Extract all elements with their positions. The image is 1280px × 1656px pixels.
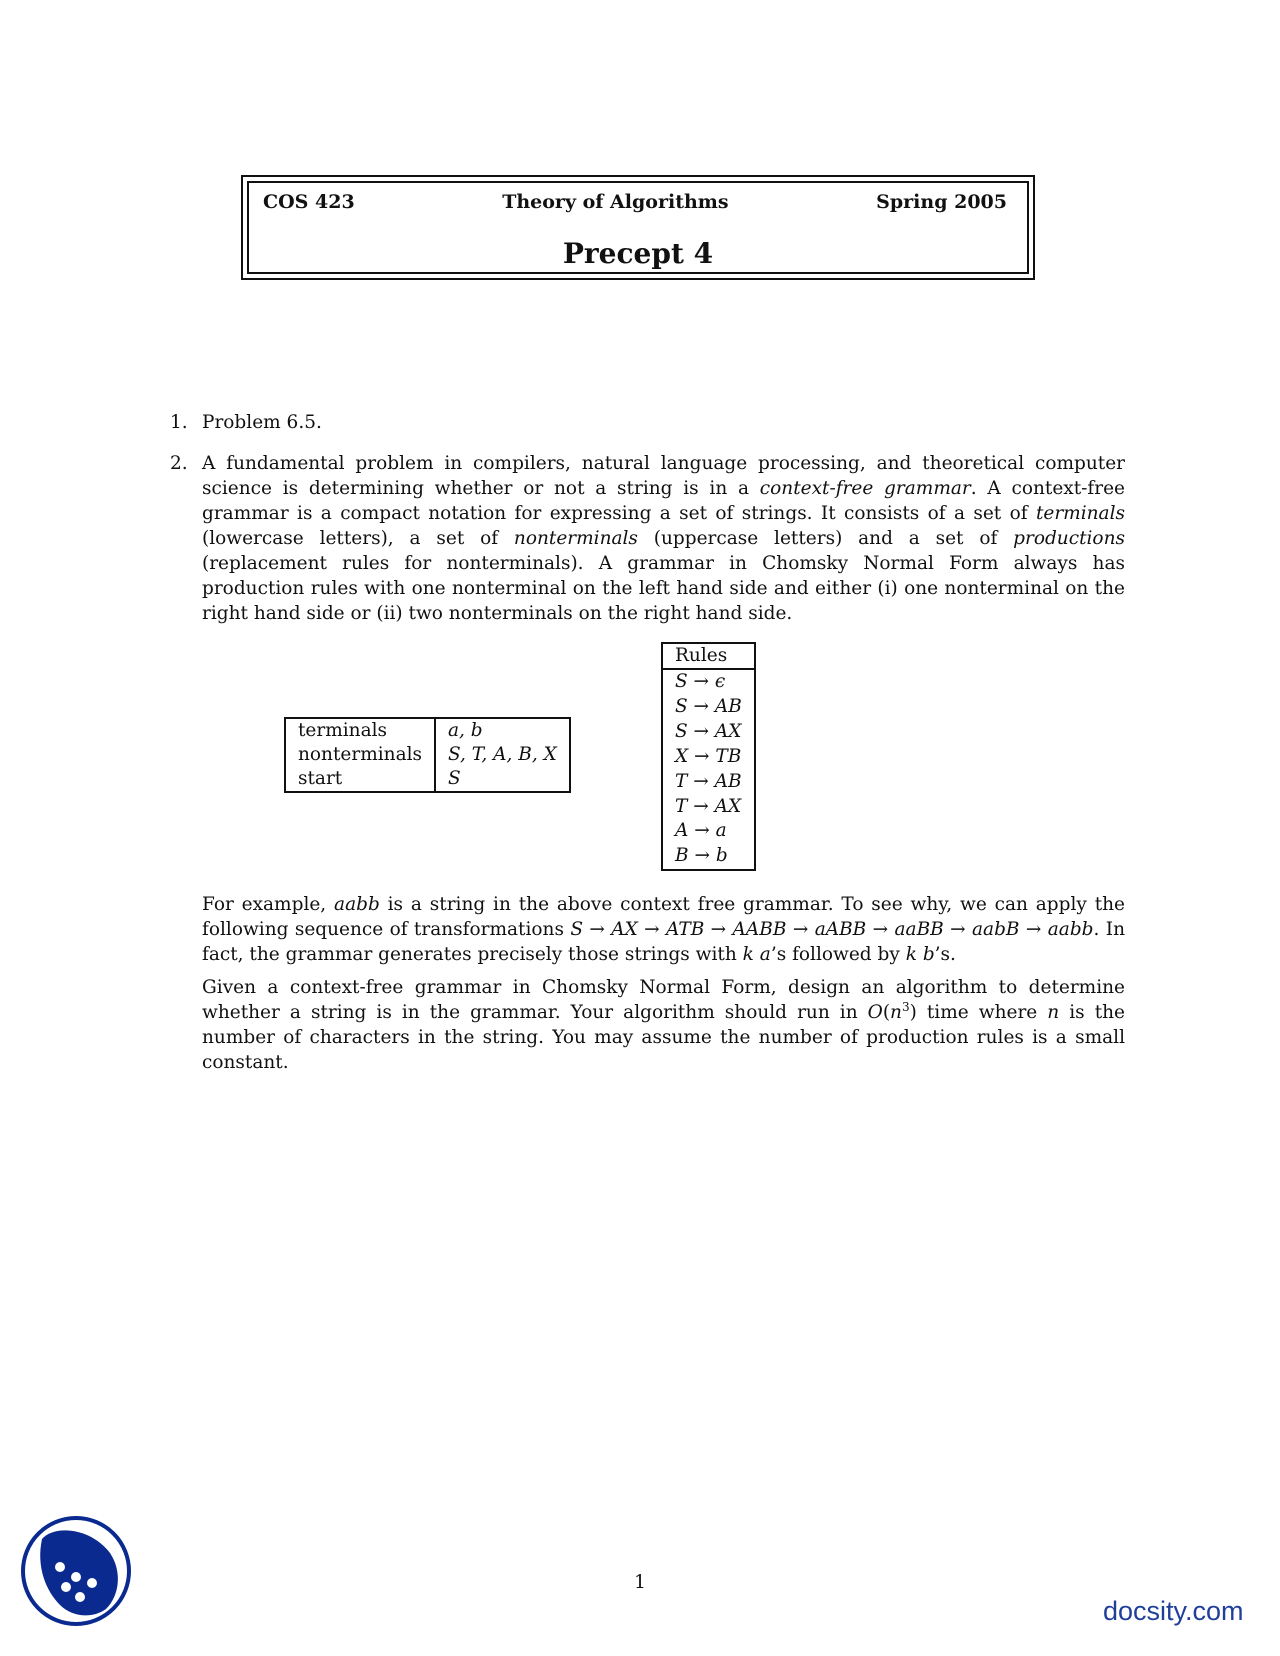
math-string: aabb bbox=[334, 894, 380, 915]
course-subject: Theory of Algorithms bbox=[502, 191, 729, 213]
table-row bbox=[662, 695, 755, 720]
symbols-table bbox=[284, 717, 571, 793]
table-row bbox=[662, 819, 755, 844]
rule-cell bbox=[662, 844, 755, 870]
table-cell-value bbox=[435, 743, 570, 767]
rule-text: T → AX bbox=[675, 795, 742, 817]
rule-cell bbox=[662, 770, 755, 795]
text-run: Given a context-free grammar in Chomsky Normal Form, design an algorithm to determine whether a string is in the grammar. Your algorithm should run in bbox=[202, 977, 1125, 1023]
rule-text: T → AB bbox=[675, 770, 742, 792]
text-run: ’s. bbox=[934, 944, 956, 965]
header-row bbox=[263, 191, 1007, 213]
item-number: 2. bbox=[170, 453, 188, 474]
rule-text: A → a bbox=[675, 820, 727, 842]
math-var: b bbox=[922, 944, 935, 965]
text-run: (lowercase letters), a set of bbox=[202, 528, 514, 549]
table-row bbox=[285, 718, 570, 743]
course-code: COS 423 bbox=[263, 191, 355, 213]
item-body bbox=[202, 451, 1125, 1075]
math-value: S bbox=[448, 768, 461, 789]
header-box bbox=[241, 175, 1035, 280]
rule-cell bbox=[662, 819, 755, 844]
text-run: is the number of characters in the string. You may assume the number of production rules is a small constant. bbox=[202, 1002, 1125, 1073]
table-cell-value bbox=[435, 767, 570, 792]
table-row bbox=[662, 795, 755, 820]
math-exponent: 3 bbox=[901, 1000, 910, 1014]
page-number: 1 bbox=[634, 1572, 646, 1593]
term-context-free-grammar: context-free grammar bbox=[759, 478, 971, 499]
rules-header: Rules bbox=[662, 643, 755, 669]
math-value: a, b bbox=[448, 720, 483, 741]
table-header-row bbox=[662, 643, 755, 669]
table-row bbox=[285, 743, 570, 767]
math-var: n bbox=[890, 1002, 902, 1023]
math-derivation: S → AX → ATB → AABB → aABB → aaBB → aabB → aabb bbox=[570, 919, 1094, 940]
table-cell-value bbox=[435, 718, 570, 743]
table-cell-label: start bbox=[285, 767, 435, 792]
rules-table bbox=[661, 642, 756, 871]
header-inner-border bbox=[247, 181, 1029, 274]
item-text: Problem 6.5. bbox=[202, 412, 322, 433]
math-var: a bbox=[759, 944, 771, 965]
text-run: ( bbox=[882, 1002, 891, 1023]
docsity-logo-icon[interactable] bbox=[20, 1515, 132, 1627]
table-row bbox=[662, 844, 755, 870]
table-row bbox=[285, 767, 570, 792]
table-row bbox=[662, 720, 755, 745]
table-cell-label: terminals bbox=[285, 718, 435, 743]
rule-text: B → b bbox=[675, 845, 728, 867]
table-row bbox=[662, 745, 755, 770]
rule-cell bbox=[662, 669, 755, 695]
text-run: . A context-free grammar is a compact notation for expressing a set of strings. It consists of a set of bbox=[202, 478, 1125, 524]
term-nonterminals: nonterminals bbox=[513, 528, 638, 549]
text-run: A fundamental problem in compilers, natural language processing, and theoretical computer science is determining whether or not a string is in a bbox=[202, 453, 1125, 499]
math-var: k bbox=[742, 944, 754, 965]
text-run: ’s followed by bbox=[770, 944, 906, 965]
text-run: (uppercase letters) and a set of bbox=[637, 528, 1014, 549]
docsity-brand-link[interactable]: docsity.com bbox=[1103, 1596, 1244, 1626]
text-run: . In fact, the grammar generates precisely those strings with bbox=[202, 919, 1125, 965]
table-row bbox=[662, 669, 755, 695]
item-number: 1. bbox=[170, 412, 188, 433]
text-run: For example, bbox=[202, 894, 335, 915]
term-productions: productions bbox=[1013, 528, 1125, 549]
table-cell-label: nonterminals bbox=[285, 743, 435, 767]
list-item bbox=[170, 410, 1125, 435]
course-term: Spring 2005 bbox=[876, 191, 1007, 213]
text-run: is a string in the above context free grammar. To see why, we can apply the following sequence of transformations bbox=[202, 894, 1125, 940]
content bbox=[170, 410, 1125, 1091]
page-title: Precept 4 bbox=[562, 237, 714, 270]
paragraph-example bbox=[202, 892, 1125, 967]
text-run: ) time where bbox=[909, 1002, 1048, 1023]
rule-text: X → TB bbox=[675, 745, 742, 767]
term-terminals: terminals bbox=[1035, 503, 1125, 524]
table-row bbox=[662, 770, 755, 795]
paragraph-definition bbox=[202, 451, 1125, 626]
math-var: k bbox=[905, 944, 917, 965]
math-value: S, T, A, B, X bbox=[448, 744, 557, 765]
math-var: O bbox=[867, 1002, 883, 1023]
math-var: n bbox=[1047, 1002, 1060, 1023]
rule-text: S → AB bbox=[675, 695, 742, 717]
rule-cell bbox=[662, 720, 755, 745]
list-item bbox=[170, 451, 1125, 1075]
text-run: (replacement rules for nonterminals). A grammar in Chomsky Normal Form always has production rules with one nonterminal on the left hand side and either (i) one nonterminal on the right hand side or (ii) two nonterminals on the right hand side. bbox=[202, 553, 1125, 624]
rule-text: S → AX bbox=[675, 720, 742, 742]
rule-cell bbox=[662, 695, 755, 720]
rule-cell bbox=[662, 745, 755, 770]
grammar-tables bbox=[202, 642, 1125, 878]
rule-text: S → ϵ bbox=[675, 671, 726, 692]
paragraph-task bbox=[202, 975, 1125, 1075]
rule-cell bbox=[662, 795, 755, 820]
